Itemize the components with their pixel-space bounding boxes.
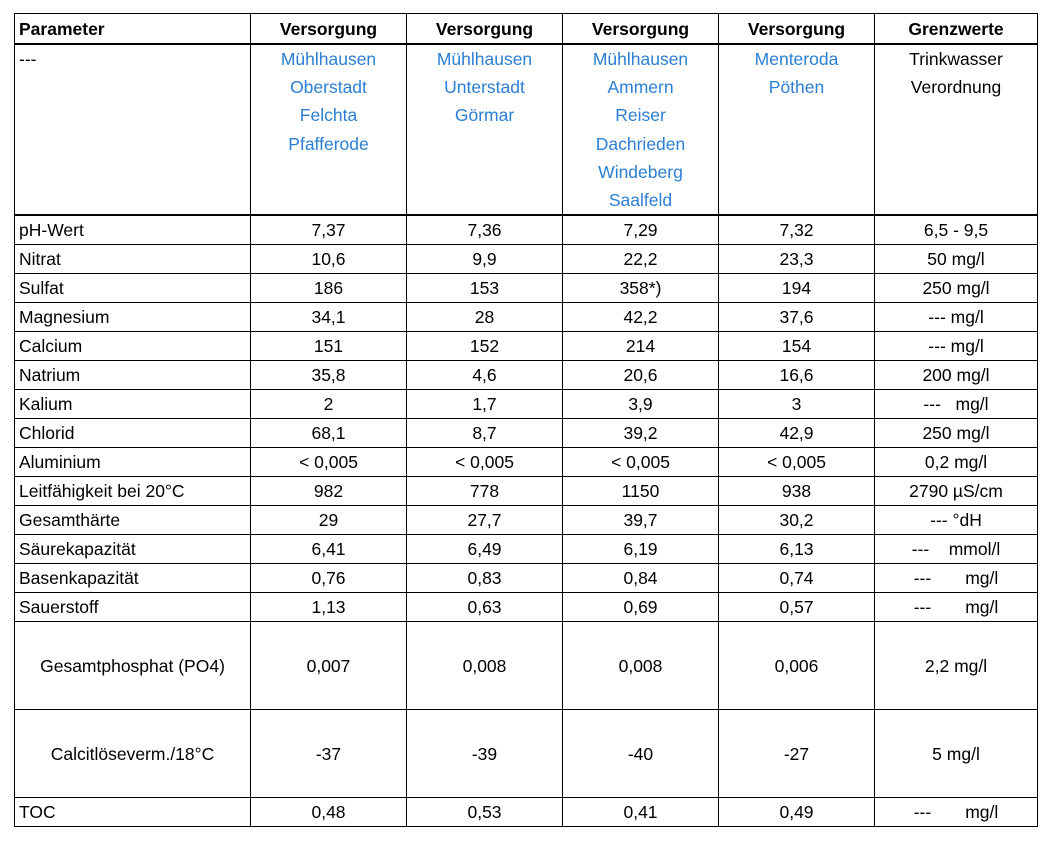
supply-area-2: Unterstadt (407, 73, 563, 101)
value-supply-3: 0,008 (563, 622, 719, 710)
limit-value: --- mg/l (875, 303, 1038, 332)
limit-value: --- mmol/l (875, 535, 1038, 564)
param-label: Calcium (15, 332, 251, 361)
param-label: Basenkapazität (15, 564, 251, 593)
value-supply-2: 27,7 (407, 506, 563, 535)
data-row-gesamtphosphat (15, 622, 1038, 710)
limit-value: 2790 µS/cm (875, 477, 1038, 506)
supply-area-2: Görmar (407, 101, 563, 129)
value-supply-3: 1150 (563, 477, 719, 506)
supply-row (15, 130, 1038, 158)
value-supply-4: 0,74 (719, 564, 875, 593)
value-supply-4: < 0,005 (719, 448, 875, 477)
value-supply-3: 39,2 (563, 419, 719, 448)
value-supply-4: 16,6 (719, 361, 875, 390)
supply-area-1 (251, 186, 407, 215)
header-supply-3: Versorgung (563, 14, 719, 45)
value-supply-3: 0,41 (563, 798, 719, 827)
value-supply-2: 0,008 (407, 622, 563, 710)
supply-param (15, 101, 251, 129)
value-supply-1: 68,1 (251, 419, 407, 448)
supply-limit (875, 101, 1038, 129)
value-supply-4: 37,6 (719, 303, 875, 332)
value-supply-3: 3,9 (563, 390, 719, 419)
water-quality-table (14, 13, 1038, 827)
value-supply-1: 186 (251, 274, 407, 303)
value-supply-4: 42,9 (719, 419, 875, 448)
value-supply-3: -40 (563, 710, 719, 798)
value-supply-4: 0,49 (719, 798, 875, 827)
supply-area-1: Oberstadt (251, 73, 407, 101)
supply-area-1 (251, 158, 407, 186)
param-label: Chlorid (15, 419, 251, 448)
value-supply-1: 29 (251, 506, 407, 535)
supply-area-1: Pfafferode (251, 130, 407, 158)
value-supply-2: 4,6 (407, 361, 563, 390)
value-supply-2: 778 (407, 477, 563, 506)
header-parameter: Parameter (15, 14, 251, 45)
data-row-calcitloeseverm (15, 710, 1038, 798)
param-label: Aluminium (15, 448, 251, 477)
param-label: Gesamthärte (15, 506, 251, 535)
header-supply-2: Versorgung (407, 14, 563, 45)
value-supply-4: 6,13 (719, 535, 875, 564)
data-row-sauerstoff (15, 593, 1038, 622)
data-row-chlorid (15, 419, 1038, 448)
supply-param: --- (15, 44, 251, 73)
value-supply-4: 154 (719, 332, 875, 361)
value-supply-4: 0,006 (719, 622, 875, 710)
limit-value: --- mg/l (875, 798, 1038, 827)
value-supply-4: 3 (719, 390, 875, 419)
limit-value: 2,2 mg/l (875, 622, 1038, 710)
value-supply-2: 7,36 (407, 215, 563, 245)
value-supply-2: 0,63 (407, 593, 563, 622)
param-label: Calcitlöseverm./18°C (15, 710, 251, 798)
value-supply-2: 1,7 (407, 390, 563, 419)
supply-area-2 (407, 158, 563, 186)
value-supply-1: 0,76 (251, 564, 407, 593)
param-label: Nitrat (15, 245, 251, 274)
value-supply-2: 9,9 (407, 245, 563, 274)
value-supply-2: 6,49 (407, 535, 563, 564)
supply-area-4 (719, 130, 875, 158)
value-supply-1: -37 (251, 710, 407, 798)
limit-value: 200 mg/l (875, 361, 1038, 390)
supply-area-2: Mühlhausen (407, 44, 563, 73)
supply-area-4: Pöthen (719, 73, 875, 101)
supply-param (15, 158, 251, 186)
value-supply-1: 1,13 (251, 593, 407, 622)
value-supply-2: 8,7 (407, 419, 563, 448)
param-label: Natrium (15, 361, 251, 390)
limit-value: 250 mg/l (875, 274, 1038, 303)
value-supply-2: -39 (407, 710, 563, 798)
limit-value: --- mg/l (875, 593, 1038, 622)
limit-value: --- mg/l (875, 390, 1038, 419)
value-supply-4: -27 (719, 710, 875, 798)
limit-value: 6,5 - 9,5 (875, 215, 1038, 245)
value-supply-3: 22,2 (563, 245, 719, 274)
value-supply-1: 982 (251, 477, 407, 506)
header-row (15, 14, 1038, 45)
limit-value: --- °dH (875, 506, 1038, 535)
value-supply-4: 30,2 (719, 506, 875, 535)
supply-area-4: Menteroda (719, 44, 875, 73)
value-supply-1: 0,007 (251, 622, 407, 710)
value-supply-3: 0,84 (563, 564, 719, 593)
supply-area-1: Mühlhausen (251, 44, 407, 73)
data-row-natrium (15, 361, 1038, 390)
supply-area-1: Felchta (251, 101, 407, 129)
value-supply-1: 6,41 (251, 535, 407, 564)
value-supply-2: < 0,005 (407, 448, 563, 477)
limit-value: 250 mg/l (875, 419, 1038, 448)
value-supply-1: < 0,005 (251, 448, 407, 477)
supply-area-4 (719, 186, 875, 215)
value-supply-3: 7,29 (563, 215, 719, 245)
supply-limit: Verordnung (875, 73, 1038, 101)
value-supply-3: 39,7 (563, 506, 719, 535)
value-supply-3: 0,69 (563, 593, 719, 622)
param-label: pH-Wert (15, 215, 251, 245)
value-supply-4: 0,57 (719, 593, 875, 622)
header-supply-4: Versorgung (719, 14, 875, 45)
data-row-kalium (15, 390, 1038, 419)
supply-limit (875, 130, 1038, 158)
param-label: Leitfähigkeit bei 20°C (15, 477, 251, 506)
value-supply-1: 7,37 (251, 215, 407, 245)
value-supply-1: 35,8 (251, 361, 407, 390)
supply-area-2 (407, 186, 563, 215)
value-supply-3: < 0,005 (563, 448, 719, 477)
value-supply-2: 28 (407, 303, 563, 332)
supply-area-3: Reiser (563, 101, 719, 129)
limit-value: --- mg/l (875, 332, 1038, 361)
limit-value: --- mg/l (875, 564, 1038, 593)
value-supply-2: 0,53 (407, 798, 563, 827)
data-row-basenkapazitaet (15, 564, 1038, 593)
value-supply-3: 358*) (563, 274, 719, 303)
data-row-leitfaehigkeit (15, 477, 1038, 506)
data-row-gesamthaerte (15, 506, 1038, 535)
param-label: TOC (15, 798, 251, 827)
value-supply-3: 6,19 (563, 535, 719, 564)
limit-value: 5 mg/l (875, 710, 1038, 798)
supply-area-2 (407, 130, 563, 158)
supply-area-3: Dachrieden (563, 130, 719, 158)
value-supply-1: 34,1 (251, 303, 407, 332)
header-limits: Grenzwerte (875, 14, 1038, 45)
supply-row (15, 73, 1038, 101)
supply-param (15, 130, 251, 158)
param-label: Magnesium (15, 303, 251, 332)
supply-param (15, 186, 251, 215)
value-supply-3: 214 (563, 332, 719, 361)
supply-row (15, 44, 1038, 73)
supply-area-3: Saalfeld (563, 186, 719, 215)
value-supply-2: 0,83 (407, 564, 563, 593)
data-row-aluminium (15, 448, 1038, 477)
value-supply-4: 23,3 (719, 245, 875, 274)
supply-row (15, 101, 1038, 129)
supply-area-3: Mühlhausen (563, 44, 719, 73)
supply-limit: Trinkwasser (875, 44, 1038, 73)
value-supply-3: 20,6 (563, 361, 719, 390)
supply-area-4 (719, 158, 875, 186)
value-supply-1: 10,6 (251, 245, 407, 274)
param-label: Kalium (15, 390, 251, 419)
value-supply-4: 194 (719, 274, 875, 303)
supply-row (15, 158, 1038, 186)
value-supply-1: 0,48 (251, 798, 407, 827)
value-supply-2: 152 (407, 332, 563, 361)
data-row-saeurekapazitaet (15, 535, 1038, 564)
supply-limit (875, 158, 1038, 186)
data-row-calcium (15, 332, 1038, 361)
data-row-magnesium (15, 303, 1038, 332)
supply-area-3: Windeberg (563, 158, 719, 186)
param-label: Säurekapazität (15, 535, 251, 564)
value-supply-4: 7,32 (719, 215, 875, 245)
data-row-ph (15, 215, 1038, 245)
value-supply-3: 42,2 (563, 303, 719, 332)
param-label: Sauerstoff (15, 593, 251, 622)
value-supply-1: 151 (251, 332, 407, 361)
header-supply-1: Versorgung (251, 14, 407, 45)
limit-value: 50 mg/l (875, 245, 1038, 274)
data-row-nitrat (15, 245, 1038, 274)
supply-limit (875, 186, 1038, 215)
data-row-sulfat (15, 274, 1038, 303)
value-supply-1: 2 (251, 390, 407, 419)
supply-area-4 (719, 101, 875, 129)
value-supply-2: 153 (407, 274, 563, 303)
param-label: Gesamtphosphat (PO4) (15, 622, 251, 710)
limit-value: 0,2 mg/l (875, 448, 1038, 477)
supply-param (15, 73, 251, 101)
value-supply-4: 938 (719, 477, 875, 506)
supply-area-3: Ammern (563, 73, 719, 101)
supply-row (15, 186, 1038, 215)
data-row-toc (15, 798, 1038, 827)
param-label: Sulfat (15, 274, 251, 303)
